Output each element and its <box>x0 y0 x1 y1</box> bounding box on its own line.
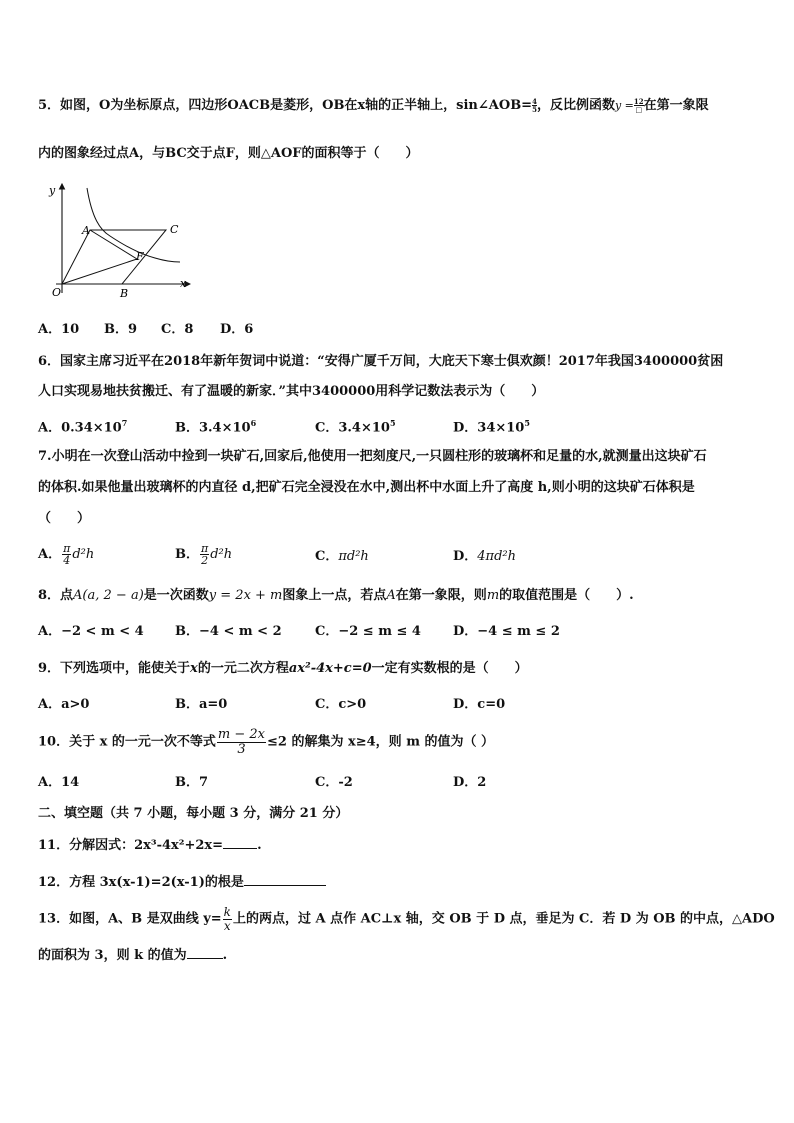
label-x: x <box>180 277 187 290</box>
q12-line: 12．方程 3x(x-1)=2(x-1)的根是 <box>38 873 326 892</box>
q13-line2: 的面积为 3，则 k 的值为 . <box>38 948 228 963</box>
label-o: O <box>52 286 62 299</box>
q13-answer-blank[interactable] <box>187 946 223 959</box>
q7-line1: 7.小明在一次登山活动中捡到一块矿石,回家后,他使用一把刻度尺,一只圆柱形的玻璃杯和足量的水,就测量出这块矿石 <box>38 449 707 464</box>
q8-option-b[interactable]: B．−4 < m < 2 <box>175 624 282 639</box>
label-y: y <box>49 184 56 197</box>
sin-fraction: $\frac{4}{5}$ <box>532 97 537 114</box>
q6-option-c[interactable]: C．$3.4\times 10^5$ <box>315 418 396 436</box>
q11-line: 11．分解因式：2x³-4x²+2x= . <box>38 838 262 853</box>
q6-option-d[interactable]: D．$34\times 10^5$ <box>453 418 530 436</box>
q10-option-d[interactable]: D．2 <box>453 775 487 790</box>
q5-option-d[interactable]: D．6 <box>220 322 254 337</box>
q7-option-d[interactable]: D．4πd²h <box>453 549 517 564</box>
q9-option-c[interactable]: C．c>0 <box>315 697 367 712</box>
q6-option-a[interactable]: A．$0.34\times 10^7$ <box>38 418 128 436</box>
func-fraction: $\frac{12}{□}$ <box>633 97 644 114</box>
label-b: B <box>120 287 129 300</box>
q6-option-b[interactable]: B．$3.4\times 10^6$ <box>175 418 257 436</box>
q10-option-b[interactable]: B．7 <box>175 775 209 790</box>
q5-option-a[interactable]: A．10 <box>38 322 80 337</box>
q5-line2: 内的图象经过点A，与BC交于点F，则△AOF的面积等于（ ） <box>38 146 419 161</box>
q7-option-b[interactable]: B． $\frac{\pi}{2}$ d²h <box>175 542 233 567</box>
q5-option-c[interactable]: C．8 <box>161 322 194 337</box>
q10-line: 10．关于 x 的一元一次不等式 $\frac{m - 2x}{3}$ ≤2 的解集为 x≥4，则 m 的值为（ ） <box>38 727 495 757</box>
q8-option-d[interactable]: D．−4 ≤ m ≤ 2 <box>453 624 560 639</box>
q7-line3: （ ） <box>38 511 91 526</box>
q5-line1: 5．如图，O为坐标原点，四边形OACB是菱形，OB在x轴的正半轴上，sin∠AOB= $\frac{4}{5}$ ，反比例函数y = $\frac{12}{□}$ 在第一象限 <box>38 97 709 114</box>
q9-option-b[interactable]: B．a=0 <box>175 697 228 712</box>
label-c: C <box>170 223 179 236</box>
hyperbola-curve <box>87 188 180 262</box>
label-a: A <box>82 224 90 237</box>
q8-option-a[interactable]: A．−2 < m < 4 <box>38 624 144 639</box>
q7-option-c[interactable]: C．πd²h <box>315 549 369 564</box>
q7-option-a[interactable]: A． $\frac{\pi}{4}$ d²h <box>38 542 95 567</box>
label-f: F <box>136 250 144 263</box>
q6-line1: 6．国家主席习近平在2018年新年贺词中说道：“安得广厦千万间，大庇天下寒士俱欢颜！2017年我国3400000贫困 <box>38 354 724 369</box>
q7-line2: 的体积.如果他量出玻璃杯的内直径 d,把矿石完全浸没在水中,测出杯中水面上升了高度 h,则小明的这块矿石体积是 <box>38 480 695 495</box>
q5-option-b[interactable]: B．9 <box>104 322 138 337</box>
q9-option-a[interactable]: A．a>0 <box>38 697 90 712</box>
q6-line2: 人口实现易地扶贫搬迁、有了温暖的新家．”其中3400000用科学记数法表示为（ ） <box>38 384 545 399</box>
q9-option-d[interactable]: D．c=0 <box>453 697 506 712</box>
segment-af <box>90 230 137 259</box>
q12-answer-blank[interactable] <box>244 873 326 886</box>
q10-option-a[interactable]: A．14 <box>38 775 80 790</box>
q8-line: 8．点A(a, 2 − a)是一次函数y = 2x + m图象上一点，若点A在第一象限，则m的取值范围是（ ）. <box>38 588 634 603</box>
q9-line: 9．下列选项中，能使关于x的一元二次方程ax²-4x+c=0一定有实数根的是（ ） <box>38 661 528 676</box>
section-2-heading: 二、填空题（共 7 小题，每小题 3 分，满分 21 分） <box>38 806 349 821</box>
q8-option-c[interactable]: C．−2 ≤ m ≤ 4 <box>315 624 421 639</box>
q10-option-c[interactable]: C．-2 <box>315 775 353 790</box>
q13-line1: 13．如图，A、B 是双曲线 y= $\frac{k}{x}$ 上的两点，过 A 点作 AC⊥x 轴，交 OB 于 D 点，垂足为 C．若 D 为 OB 的中点，△ADO <box>38 905 775 933</box>
q11-answer-blank[interactable] <box>223 836 257 849</box>
q5-figure <box>40 178 200 303</box>
